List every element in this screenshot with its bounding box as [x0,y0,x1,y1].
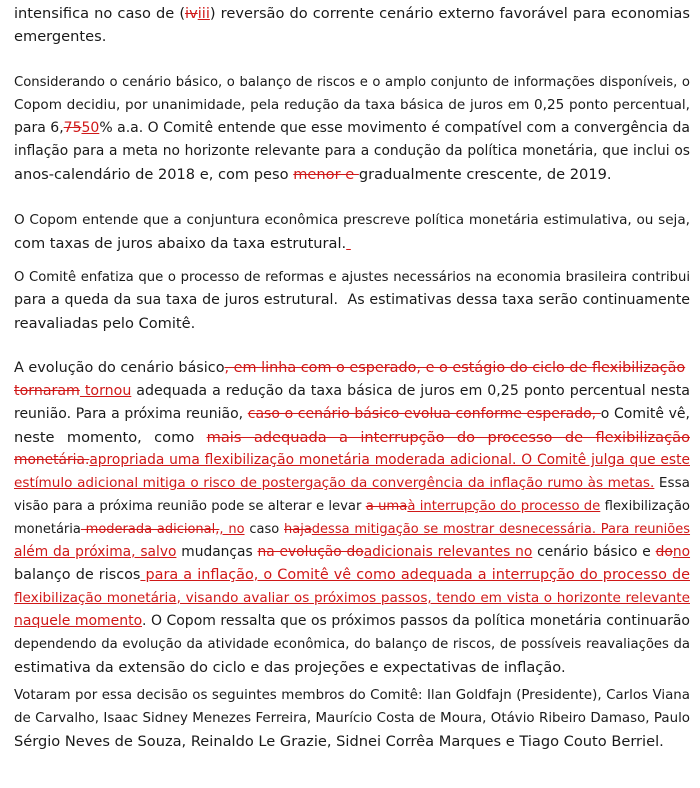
text-line [14,587,690,610]
paragraph-external-scenario [14,2,690,48]
text-line [14,610,690,633]
text-line: estimativa da extensão do ciclo e das projeções e expectativas de inflação. [14,659,566,676]
text-run: adequada a redução da taxa básica de juros em 0,25 ponto percentual nesta [131,383,690,399]
text-run: anos-calendário de 2018 e, com peso [14,166,294,183]
deleted-text: caso o cenário básico evolua conforme esperado, [247,406,601,422]
text-run: . O Copom ressalta que os próximos passos da política monetária continuarão [141,613,691,629]
text-run: visão para a próxima reunião pode se alterar e levar [14,499,366,514]
text-run: caso [244,522,284,537]
deleted-text: menor e [293,166,359,183]
inserted-text: adicionais relevantes no [363,544,533,560]
inserted-text: apropriada uma flexibilização monetária moderada adicional. O Comitê julga que este [89,452,690,468]
text-run: cenário básico e [532,544,656,560]
inserted-text: estímulo adicional mitiga o risco de postergação da convergência da inflação rumo às metas. [14,475,655,491]
text-run: o Comitê vê, [600,406,690,422]
text-run: neste momento, como [14,429,207,446]
text-run: gradualmente crescente, de 2019. [358,166,612,183]
text-line [14,357,690,380]
inserted-text: flexibilização monetária, visando avaliar os próximos passos, tendo em vista o horizonte relevante [14,590,690,606]
text-line: O Comitê enfatiza que o processo de reformas e ajustes necessários na economia brasileira contribui [14,270,690,285]
inserted-text: além da próxima, salvo [14,544,177,560]
text-run: monetária [14,522,81,537]
text-line [14,117,690,140]
text-line [14,380,690,403]
text-run: reunião. Para a próxima reunião, [14,406,248,422]
deleted-text: tornaram [14,383,80,399]
inserted-text: , [219,522,224,537]
text-line [14,426,690,449]
deleted-text: a uma [365,499,408,514]
inserted-text: iii [197,5,210,22]
text-line: Copom decidiu, por unanimidade, pela redução da taxa básica de juros em 0,25 ponto percentual, [14,97,690,113]
paragraph-structural-rate [14,266,690,335]
text-line [14,564,690,587]
inserted-text: no [223,522,245,537]
paragraph-scenario-evolution [14,357,690,679]
text-run: intensifica no caso de ( [14,5,186,22]
paragraph-copom-decision [14,71,690,186]
paragraph-voting-members [14,684,690,753]
text-line: dependendo da evolução da atividade econômica, do balanço de riscos, de possíveis reavaliações da [14,637,690,652]
deleted-text: haja [284,522,312,537]
text-line: de Carvalho, Isaac Sidney Menezes Ferreira, Maurício Costa de Moura, Otávio Ribeiro Damaso, Paulo [14,711,690,726]
text-run: com taxas de juros abaixo da taxa estrutural. [14,235,347,252]
text-line: Considerando o cenário básico, o balanço de riscos e o amplo conjunto de informações disponíveis, o [14,75,690,90]
inserted-text: no [672,544,691,560]
text-line [14,518,690,541]
inserted-text: 50 [81,120,100,136]
deleted-text: na evolução do [257,544,364,560]
deleted-text: , em linha com o esperado, e o estágio do ciclo de flexibilização [224,360,686,376]
inserted-text [346,235,351,252]
deleted-text: monetária. [14,452,90,468]
text-line [14,403,690,426]
text-line: Votaram por essa decisão os seguintes membros do Comitê: Ilan Goldfajn (Presidente), Carlos Viana [14,688,690,703]
text-line: para a queda da sua taxa de juros estrutural. As estimativas dessa taxa serão continuamente [14,292,690,308]
deleted-text: mais adequada a interrupção do processo de flexibilização [206,429,690,446]
text-line [14,541,690,564]
deleted-text: iv [185,5,198,22]
text-run: Essa [654,475,691,491]
text-line [14,449,690,472]
inserted-text: para a inflação, o Comitê vê como adequada a interrupção do processo de [140,567,690,583]
paragraph-monetary-policy [14,209,690,255]
deleted-text: do [655,544,673,560]
text-run: % a.a. O Comitê entende que esse movimento é compatível com a convergência da [99,120,690,136]
text-line [14,2,690,25]
text-line [14,232,690,255]
inserted-text: naquele momento [14,613,142,629]
text-run: mudanças [176,544,258,560]
inserted-text: à interrupção do processo de [407,499,601,514]
deleted-text: moderada adicional, [80,522,220,537]
text-line: inflação para a meta no horizonte relevante para a condução da política monetária, que inclui os [14,143,690,159]
text-line [14,495,690,518]
text-line: reavaliadas pelo Comitê. [14,315,196,332]
text-line: O Copom entende que a conjuntura econômica prescreve política monetária estimulativa, ou seja, [14,212,690,228]
text-line [14,472,690,495]
text-line: Sérgio Neves de Souza, Reinaldo Le Grazie, Sidnei Corrêa Marques e Tiago Couto Berriel. [14,733,664,750]
text-line: emergentes. [14,28,107,45]
inserted-text: dessa mitigação se mostrar desnecessária. Para reuniões [311,522,691,537]
text-run: balanço de riscos [14,567,141,583]
text-run: ) reversão do corrente cenário externo favorável para economias [209,5,690,22]
deleted-text: 75 [63,120,82,136]
text-line [14,163,690,186]
text-run: A evolução do cenário básico [14,360,225,376]
text-run: flexibilização [600,499,690,514]
inserted-text: tornou [79,383,132,399]
text-run: para 6, [14,120,64,136]
